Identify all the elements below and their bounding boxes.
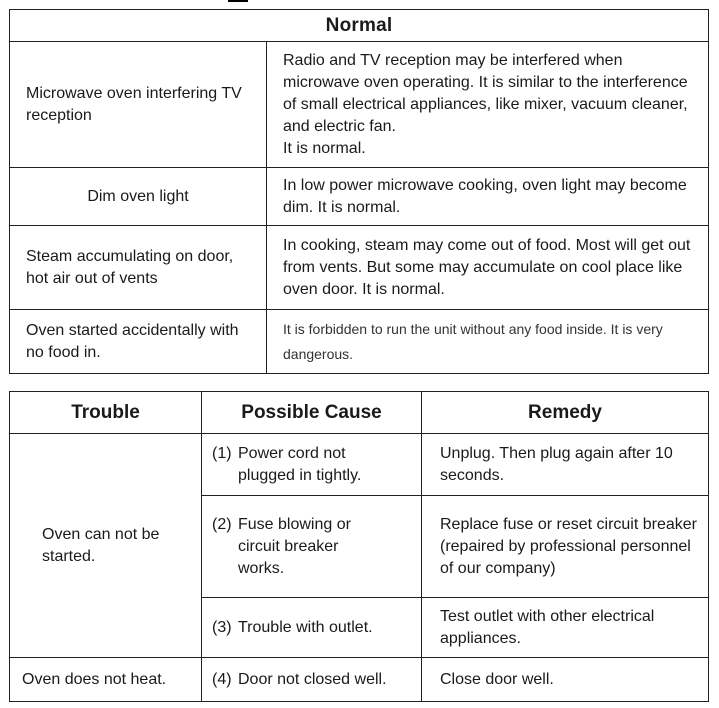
table-row <box>10 658 709 702</box>
table-row <box>10 42 709 168</box>
symptom-cell: Steam accumulating on door, hot air out of vents <box>10 226 267 310</box>
symptom-cell: Oven started accidentally with no food in. <box>10 310 267 374</box>
explanation-cell: It is forbidden to run the unit without any food inside. It is very dangerous. <box>267 310 709 374</box>
cause-text: Trouble with outlet. <box>238 618 373 636</box>
cause-number: (1) <box>212 444 232 462</box>
explanation-cell <box>267 42 709 168</box>
symptom-cell: Dim oven light <box>10 168 267 226</box>
remedy-header: Remedy <box>422 392 709 434</box>
cause-header: Possible Cause <box>202 392 422 434</box>
cause-text: Fuse blowing or circuit breaker works. <box>238 515 351 577</box>
cause-cell <box>202 434 422 496</box>
table-row <box>10 310 709 374</box>
remedy-cell: Test outlet with other electrical appliances. <box>422 598 709 658</box>
remedy-cell: Unplug. Then plug again after 10 seconds. <box>422 434 709 496</box>
normal-table <box>9 9 709 374</box>
trouble-table <box>9 391 709 702</box>
cause-number: (4) <box>212 670 232 688</box>
page-fragment-rule <box>228 0 248 4</box>
trouble-cell: Oven does not heat. <box>10 658 202 702</box>
cause-text: Door not closed well. <box>238 670 387 688</box>
cause-text: Power cord not plugged in tightly. <box>238 444 362 484</box>
trouble-header: Trouble <box>10 392 202 434</box>
normal-header-row <box>10 10 709 42</box>
trouble-cell: Oven can not be started. <box>10 434 202 658</box>
cause-cell <box>202 658 422 702</box>
cause-cell <box>202 598 422 658</box>
cause-cell <box>202 496 422 598</box>
table-row <box>10 168 709 226</box>
explanation-cell: In cooking, steam may come out of food. Most will get out from vents. But some may accumulate on cool place like oven door. It is normal. <box>267 226 709 310</box>
symptom-cell: Microwave oven interfering TV reception <box>10 42 267 168</box>
table-row <box>10 226 709 310</box>
explanation-extra-text: It is normal. <box>283 139 366 157</box>
explanation-cell: In low power microwave cooking, oven light may become dim. It is normal. <box>267 168 709 226</box>
cause-number: (3) <box>212 618 232 636</box>
cause-number: (2) <box>212 515 232 533</box>
normal-header: Normal <box>10 10 709 42</box>
table-row <box>10 434 709 496</box>
explanation-text: Radio and TV reception may be interfered when microwave oven operating. It is similar to the interference of small electrical appliances, like mixer, vacuum cleaner, and electric fan. <box>283 51 688 135</box>
trouble-header-row <box>10 392 709 434</box>
remedy-cell: Close door well. <box>422 658 709 702</box>
remedy-cell: Replace fuse or reset circuit breaker (repaired by professional personnel of our company) <box>422 496 709 598</box>
